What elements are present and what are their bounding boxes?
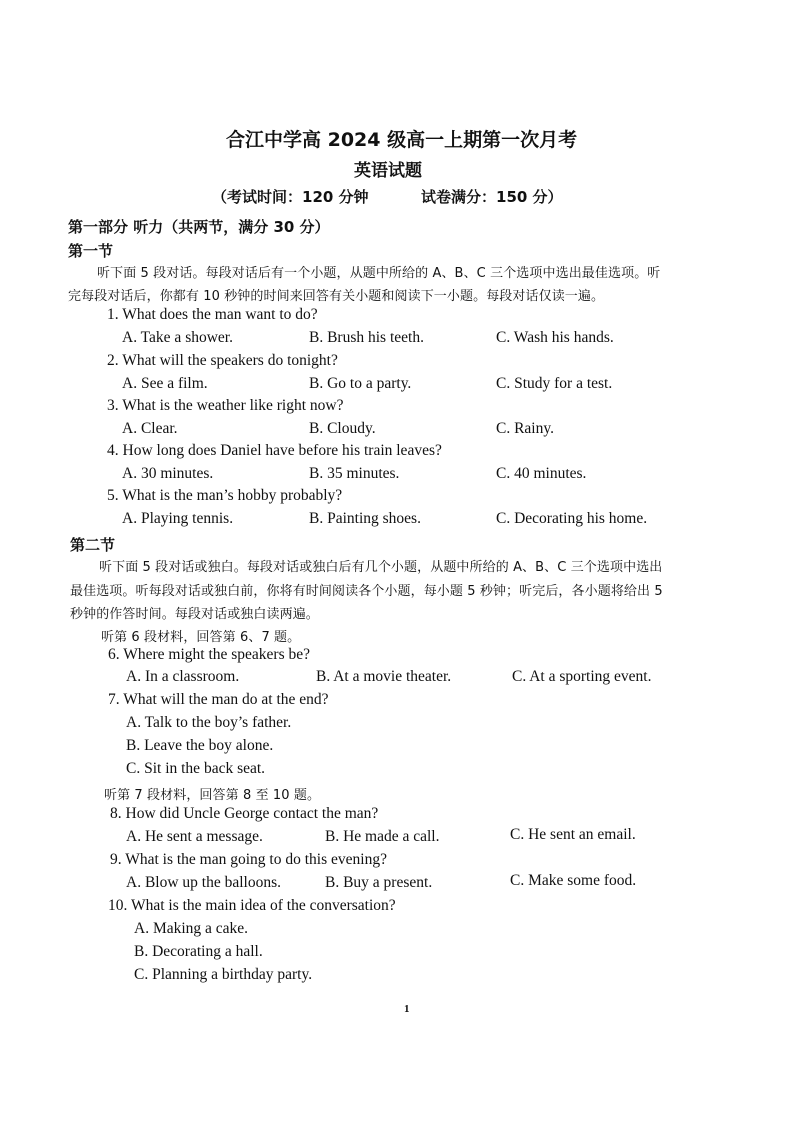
q2-option-b: B. Go to a party.	[309, 375, 412, 392]
q6-option-c: C. At a sporting event.	[512, 668, 652, 685]
question-6: 6. Where might the speakers be?	[108, 646, 310, 663]
q3-option-b: B. Cloudy.	[309, 420, 376, 437]
q9-option-b: B. Buy a present.	[325, 874, 433, 891]
section1-instruction-line1: 听下面 5 段对话。每段对话后有一个小题，从题中所给的 A、B、C 三个选项中选出最佳选项。听	[97, 266, 661, 281]
q8-option-b: B. He made a call.	[325, 828, 440, 845]
question-3: 3. What is the weather like right now?	[107, 397, 344, 414]
question-1: 1. What does the man want to do?	[107, 306, 318, 323]
q3-option-c: C. Rainy.	[496, 420, 554, 437]
section2-instruction-line1: 听下面 5 段对话或独白。每段对话或独白后有几个小题，从题中所给的 A、B、C 三个选项中选出	[99, 560, 663, 575]
q7-option-b: B. Leave the boy alone.	[126, 737, 274, 754]
question-8: 8. How did Uncle George contact the man?	[110, 805, 379, 822]
q10-option-b: B. Decorating a hall.	[134, 943, 263, 960]
q6-option-b: B. At a movie theater.	[316, 668, 452, 685]
exam-full-score: 试卷满分：150 分）	[421, 188, 563, 206]
q1-option-c: C. Wash his hands.	[496, 329, 614, 346]
q7-option-a: A. Talk to the boy’s father.	[126, 714, 292, 731]
material-6-instruction: 听第 6 段材料，回答第 6、7 题。	[101, 630, 301, 645]
q8-option-c: C. He sent an email.	[510, 826, 636, 843]
q4-option-a: A. 30 minutes.	[122, 465, 214, 482]
q10-option-c: C. Planning a birthday party.	[134, 966, 313, 983]
q10-option-a: A. Making a cake.	[134, 920, 249, 937]
question-5: 5. What is the man’s hobby probably?	[107, 487, 343, 504]
q9-option-a: A. Blow up the balloons.	[126, 874, 281, 891]
q3-option-a: A. Clear.	[122, 420, 178, 437]
section1-instruction-line2: 完每段对话后，你都有 10 秒钟的时间来回答有关小题和阅读下一小题。每段对话仅读一遍。	[68, 289, 605, 304]
q1-option-b: B. Brush his teeth.	[309, 329, 424, 346]
q4-option-b: B. 35 minutes.	[309, 465, 400, 482]
q8-option-a: A. He sent a message.	[126, 828, 263, 845]
question-7: 7. What will the man do at the end?	[108, 691, 329, 708]
section2-heading: 第二节	[70, 536, 116, 554]
section2-instruction-line2: 最佳选项。听每段对话或独白前，你将有时间阅读各个小题，每小题 5 秒钟；听完后，各小题将给出 5	[70, 584, 663, 599]
page-number: 1	[404, 1003, 410, 1015]
section1-heading: 第一节	[68, 242, 114, 260]
question-10: 10. What is the main idea of the conversation?	[108, 897, 396, 914]
q1-option-a: A. Take a shower.	[122, 329, 233, 346]
material-7-instruction: 听第 7 段材料，回答第 8 至 10 题。	[104, 788, 321, 803]
q7-option-c: C. Sit in the back seat.	[126, 760, 266, 777]
exam-subtitle: 英语试题	[354, 161, 422, 181]
question-9: 9. What is the man going to do this evening?	[110, 851, 387, 868]
question-4: 4. How long does Daniel have before his train leaves?	[107, 442, 442, 459]
part1-heading: 第一部分 听力（共两节，满分 30 分）	[68, 218, 330, 236]
exam-title: 合江中学高 2024 级高一上期第一次月考	[226, 129, 578, 151]
q5-option-b: B. Painting shoes.	[309, 510, 421, 527]
section2-instruction-line3: 秒钟的作答时间。每段对话或独白读两遍。	[70, 607, 319, 622]
exam-time: （考试时间：120 分钟	[212, 188, 369, 206]
q5-option-c: C. Decorating his home.	[496, 510, 648, 527]
question-2: 2. What will the speakers do tonight?	[107, 352, 338, 369]
q4-option-c: C. 40 minutes.	[496, 465, 587, 482]
q5-option-a: A. Playing tennis.	[122, 510, 234, 527]
q2-option-c: C. Study for a test.	[496, 375, 613, 392]
q9-option-c: C. Make some food.	[510, 872, 637, 889]
q2-option-a: A. See a film.	[122, 375, 208, 392]
q6-option-a: A. In a classroom.	[126, 668, 240, 685]
